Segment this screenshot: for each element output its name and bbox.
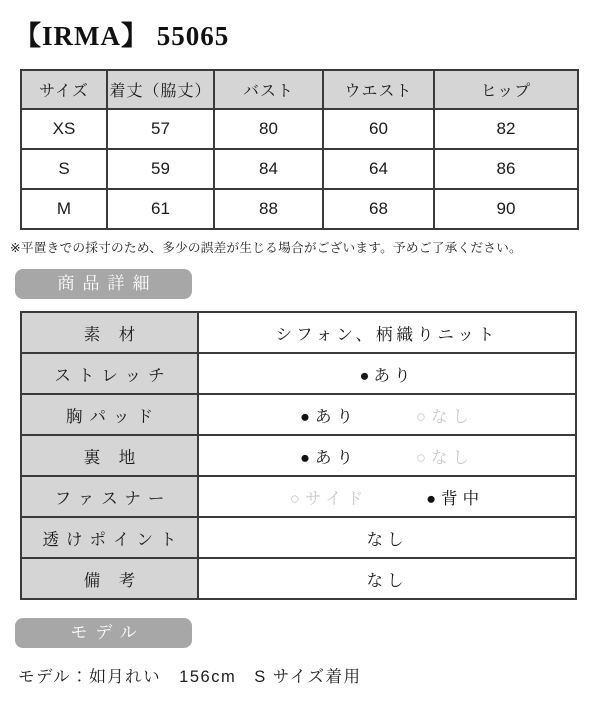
details-value-text: シフォン、柄織りニット [275,325,499,344]
option-selected: ●あり [300,448,358,467]
measurement-note: ※平置きでの採寸のため、多少の誤差が生じる場合がございます。予めご了承ください。 [10,241,522,255]
size-measurement-value: 60 [323,109,434,149]
size-table [20,69,579,230]
product-details-body [21,312,576,599]
details-row-value [198,558,576,599]
details-row-label: 胸パッド [21,394,198,435]
size-table-column-header: バスト [214,70,323,109]
section-heading-model: モデル [15,618,192,648]
option-unselected: ○なし [416,448,474,467]
details-row-value [198,353,576,394]
details-table-row [21,435,576,476]
size-table-row [21,189,578,229]
size-measurement-value: 84 [214,149,323,189]
details-table-row [21,517,576,558]
size-measurement-value: 88 [214,189,323,229]
page-title: 【IRMA】 55065 [14,21,230,51]
option-group [199,485,575,509]
option-unselected: ○サイド [289,489,369,508]
details-value-text: なし [366,571,408,590]
details-row-value [198,476,576,517]
details-row-label: 素 材 [21,312,198,353]
section-heading-product-details: 商品詳細 [15,269,192,299]
option-selected: ●背中 [426,489,485,508]
size-measurement-value: 82 [434,109,578,149]
size-label: M [21,189,107,229]
details-row-label: 裏 地 [21,435,198,476]
size-measurement-value: 80 [214,109,323,149]
details-table-row [21,476,576,517]
size-measurement-value: 64 [323,149,434,189]
option-unselected: ○なし [416,407,474,426]
size-measurement-value: 68 [323,189,434,229]
details-table-row [21,312,576,353]
size-table-column-header: ウエスト [323,70,434,109]
size-table-column-header: 着丈（脇丈） [107,70,214,109]
option-selected: ●あり [300,407,358,426]
product-details-table [20,311,577,600]
size-label: XS [21,109,107,149]
size-measurement-value: 57 [107,109,214,149]
option-group [199,403,575,427]
size-measurement-value: 86 [434,149,578,189]
size-measurement-value: 59 [107,149,214,189]
details-row-label: ストレッチ [21,353,198,394]
size-measurement-value: 61 [107,189,214,229]
details-row-value [198,517,576,558]
size-table-column-header: サイズ [21,70,107,109]
size-table-header [21,70,578,109]
size-table-row [21,149,578,189]
details-table-row [21,558,576,599]
size-table-row [21,109,578,149]
details-table-row [21,353,576,394]
details-row-value [198,435,576,476]
option-group [199,444,575,468]
size-table-body [21,109,578,229]
details-row-value [198,394,576,435]
details-row-label: ファスナー [21,476,198,517]
size-label: S [21,149,107,189]
size-table-column-header: ヒップ [434,70,578,109]
model-info-text: モデル：如月れい 156cm S サイズ着用 [18,668,362,686]
details-row-label: 備 考 [21,558,198,599]
details-value-text: ●あり [359,366,415,385]
details-value-text: なし [366,530,408,549]
size-measurement-value: 90 [434,189,578,229]
details-row-value [198,312,576,353]
details-table-row [21,394,576,435]
details-row-label: 透けポイント [21,517,198,558]
size-table-header-row [21,70,578,109]
